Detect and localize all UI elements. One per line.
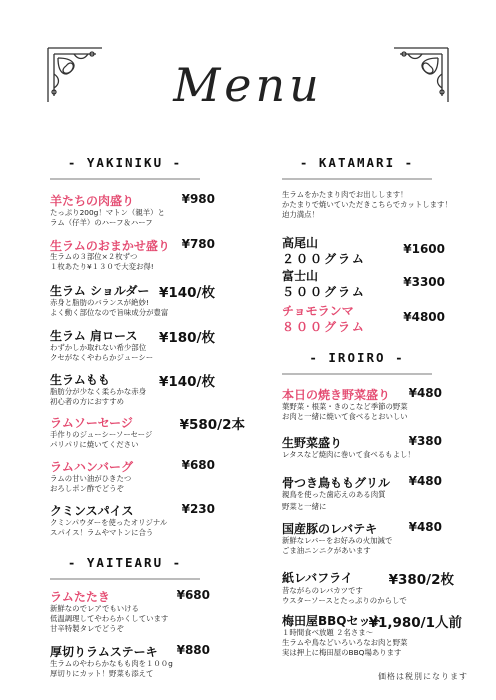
item-price: ¥4800 [403,310,445,324]
item-price: ¥480 [408,386,442,400]
item-price: ¥1600 [403,242,445,256]
item-price: ¥680 [176,588,210,602]
item-price: ¥980 [181,192,215,206]
item-desc-line: 新鮮なレバーをお好みの火加減で [282,536,393,545]
item-desc-line: ウスターソースとたっぷりのからしで [282,596,407,605]
section-rule [282,373,432,375]
item-price: ¥380/2枚 [388,572,454,588]
item-desc-line: よく動く部位なので旨味成分が豊富 [50,308,169,317]
item-weight: ２００グラム [282,252,366,266]
item-desc-line: おろしポン酢でどうぞ [50,484,124,493]
item-desc-line: 手作りのジューシーソーセージ [50,430,153,439]
item-price: ¥480 [408,474,442,488]
item-name: 生野菜盛り [282,436,343,450]
item-desc-line: 生ラムのやわらかなもも肉を１００g [50,659,173,668]
item-desc-line: １時間食べ放題 ２名さま〜 [282,628,374,637]
item-desc-line: 甘辛特製タレでどうぞ [50,624,124,633]
item-name: 高尾山 [282,236,319,250]
item-desc-line: 新鮮なのでレアでもいける [50,604,139,613]
iroiro-list [282,386,462,666]
item-desc-line: 低温調理してやわらかくしています [50,614,169,623]
item-price: ¥180/枚 [158,330,215,346]
section-heading-katamari: - KATAMARI - [299,155,415,170]
item-desc-line: レタスなど焼肉に巻いて食べるもよし！ [282,450,415,459]
item-price: ¥680 [181,458,215,472]
item-desc-line: 厚切りにカット！野菜も添えて [50,669,154,678]
item-desc-line: 赤身と脂肪のバランスが絶妙! [50,298,149,307]
item-desc-line: ラムの甘い油がひきたつ [50,474,132,483]
item-name: 生ラム ショルダー [50,284,150,298]
item-name: 厚切りラムステーキ [50,645,158,659]
item-desc-line: わずかしか取れない希少部位 [50,343,147,352]
tax-note: 価格は税別になります [378,672,468,681]
section-rule [50,578,200,580]
item-desc-line: 葉野菜・根菜・きのこなど季節の野菜 [282,402,408,411]
item-name: 生ラムもも [50,373,110,387]
item-price: ¥780 [181,237,215,251]
item-name: 梅田屋BBQセット [282,614,383,628]
item-desc-line: 昔ながらのレバカツです [282,586,363,595]
katamari-list [282,190,452,340]
item-desc-line: 初心者の方におすすめ [50,397,124,406]
item-price: ¥3300 [403,275,445,289]
item-price: ¥480 [408,520,442,534]
item-name: ラムハンバーグ [50,460,134,474]
item-name: ラムソーセージ [50,416,133,430]
item-desc-line: お肉と一緒に焼いて食べるとおいしい [282,412,408,421]
page-title: Menu [173,58,323,112]
item-desc-line: 生ラムの３部位×２枚ずつ [50,252,138,261]
item-desc-line: ごま油ニンニクがあいます [282,546,371,555]
item-price: ¥580/2本 [179,417,245,433]
item-name: 本日の焼き野菜盛り [282,388,391,402]
item-weight: ８００グラム [282,320,366,334]
item-weight: ５００グラム [282,285,366,299]
item-desc-line: 親鳥を使った歯応えのある肉質 [282,490,386,499]
item-name: 富士山 [282,269,319,283]
section-rule [50,178,200,180]
item-name: チョモランマ [282,304,354,318]
item-desc-line: クミンパウダーを使ったオリジナル [50,518,168,527]
item-price: ¥1,980/1人前 [368,615,462,631]
section-intro-line: 生ラムをかたまり肉でお出しします！ [282,190,408,199]
item-desc-line: 脂肪分が少なく柔らかな赤身 [50,387,147,396]
item-name: ラムたたき [50,590,110,604]
item-name: 生ラム 肩ロース [50,329,138,343]
item-name: 紙レバフライ [282,571,353,585]
yakiniku-list [50,192,245,537]
item-price: ¥880 [176,643,210,657]
item-desc-line: 実は押上に梅田屋のBBQ場あります [282,648,402,657]
item-name: 羊たちの肉盛り [50,194,135,208]
section-intro-line: かたまりで焼いていただきこちらでカットします！ [282,200,452,209]
item-desc-line: パリパリに焼いてください [50,440,139,449]
section-heading-iroiro: - IROIRO - [309,350,405,365]
section-heading-yakiniku: - YAKINIKU - [67,155,183,170]
item-desc-line: １枚あたり¥１３０で大変お得! [50,262,154,271]
yaitearu-list [50,588,210,688]
item-name: 生ラムのおまかせ盛り [50,239,170,253]
section-rule [282,178,432,180]
item-price: ¥140/枚 [158,285,215,301]
section-intro-line: 迫力満点！ [282,210,319,219]
item-desc-line: クセがなくやわらかジューシー [50,353,154,362]
item-name: 国産豚のレバテキ [282,522,378,536]
item-desc-line: 野菜と一緒に [282,502,327,511]
item-name: 骨つき鳥ももグリル [282,476,391,490]
item-price: ¥230 [181,502,215,516]
item-desc-line: スパイス！ラムやマトンに合う [50,528,154,537]
item-price: ¥380 [408,434,442,448]
item-desc-line: たっぷり200g！マトン（親羊）と [50,208,165,217]
item-desc-line: 生ラムや鳥などいろいろなお肉と野菜 [282,638,408,647]
item-name: クミンスパイス [50,504,134,518]
item-price: ¥140/枚 [158,374,215,390]
item-desc-line: ラム（仔羊）のハーフ＆ハーフ [50,218,153,227]
section-heading-yaitearu: - YAITEARU - [67,555,183,570]
